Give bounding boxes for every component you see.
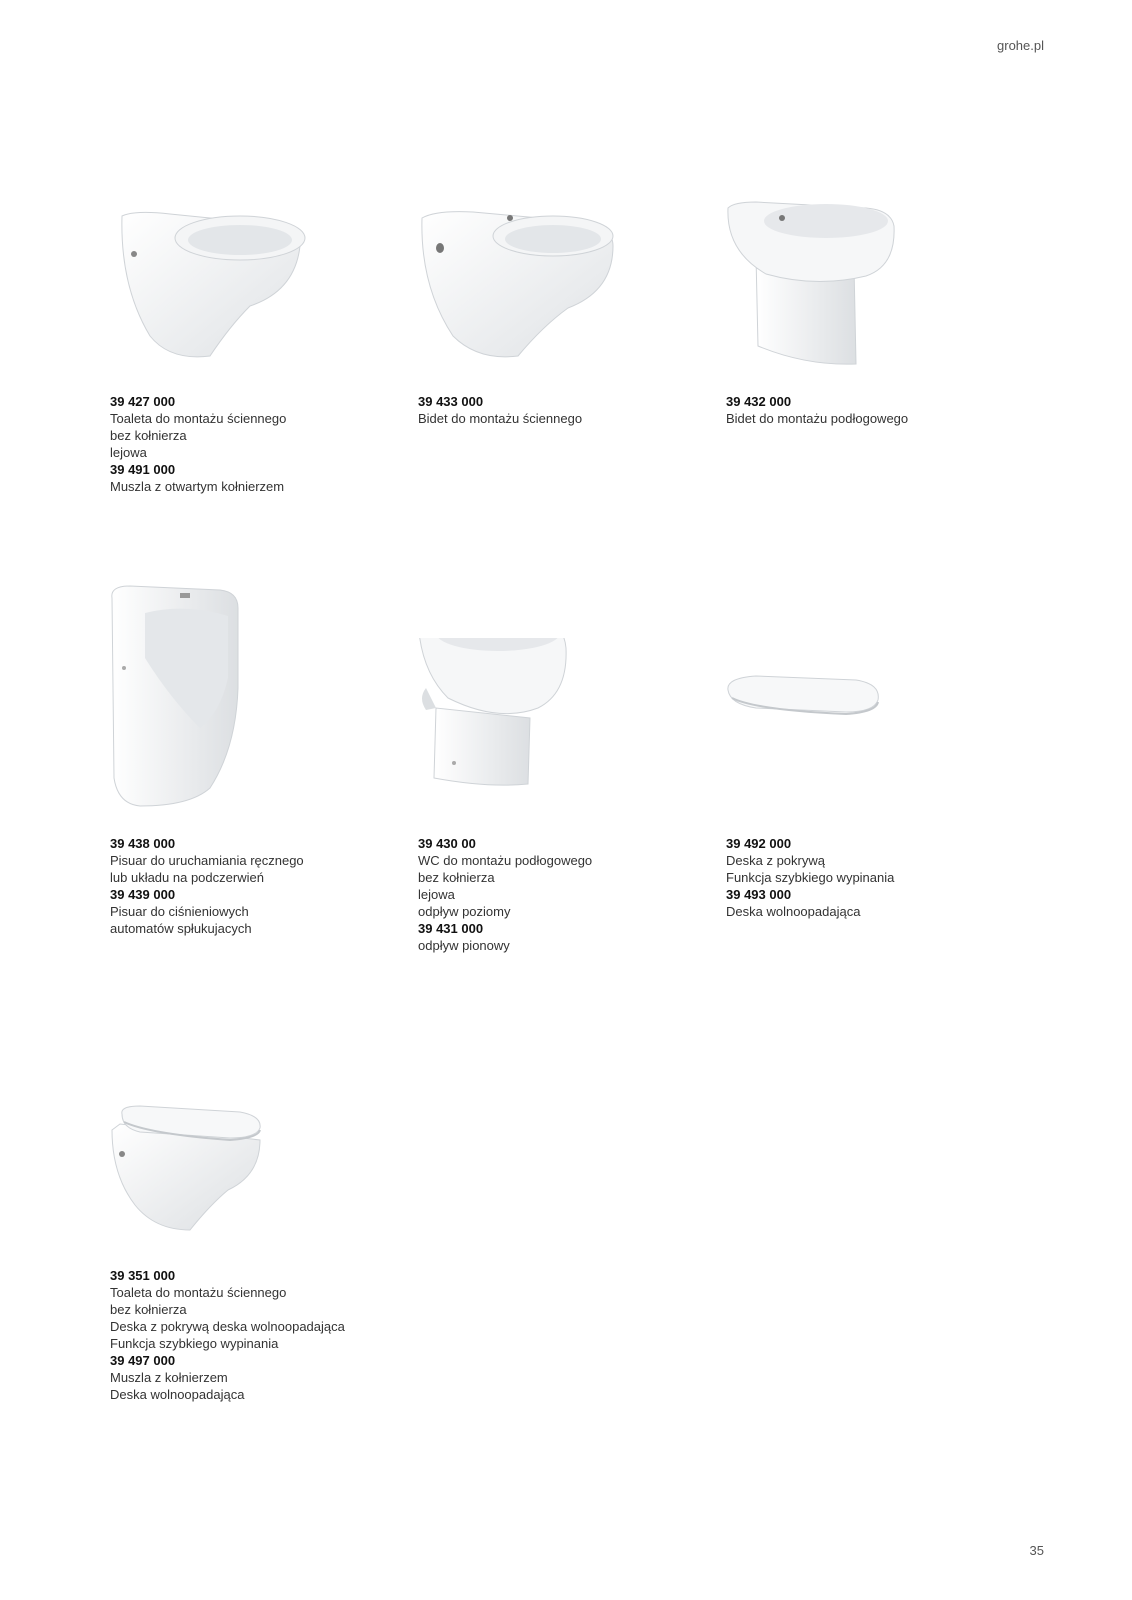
product-description: Pisuar do ciśnieniowych xyxy=(110,904,249,919)
product-code: 39 432 000 xyxy=(726,394,792,409)
product-code: 39 438 000 xyxy=(110,836,176,851)
product-description: Pisuar do uruchamiania ręcznego xyxy=(110,853,304,868)
page-number: 35 xyxy=(1029,1543,1044,1558)
product-code: 39 492 000 xyxy=(726,836,792,851)
product-card xyxy=(110,1070,410,1403)
product-card xyxy=(726,638,1026,920)
site-url[interactable]: grohe.pl xyxy=(997,38,1044,53)
product-caption xyxy=(110,835,410,937)
product-description: Bidet do montażu podłogowego xyxy=(726,411,909,426)
product-description: Funkcja szybkiego wypinania xyxy=(110,1336,279,1351)
product-description: Bidet do montażu ściennego xyxy=(418,411,583,426)
product-description: Muszla z otwartym kołnierzem xyxy=(110,479,285,494)
product-description: bez kołnierza xyxy=(110,428,187,443)
product-code: 39 351 000 xyxy=(110,1268,176,1283)
floor-standing-toilet-icon xyxy=(418,638,628,818)
product-description: WC do montażu podłogowego xyxy=(418,853,593,868)
wall-hung-toilet-with-seat-icon xyxy=(110,1070,320,1250)
product-description: bez kołnierza xyxy=(110,1302,187,1317)
product-description: bez kołnierza xyxy=(418,870,495,885)
wall-hung-bidet-icon xyxy=(418,196,628,376)
product-card xyxy=(726,196,1026,427)
product-description: Toaleta do montażu ściennego xyxy=(110,1285,287,1300)
product-caption xyxy=(726,835,1026,920)
floor-standing-bidet-icon xyxy=(726,196,936,376)
product-code: 39 433 000 xyxy=(418,394,484,409)
product-card xyxy=(418,196,718,427)
product-code: 39 427 000 xyxy=(110,394,176,409)
product-description: lejowa xyxy=(110,445,147,460)
product-caption xyxy=(726,393,1026,427)
product-code: 39 439 000 xyxy=(110,887,176,902)
product-code: 39 431 000 xyxy=(418,921,484,936)
product-description: Muszla z kołnierzem xyxy=(110,1370,228,1385)
product-description: Deska wolnoopadająca xyxy=(726,904,861,919)
toilet-seat-icon xyxy=(726,638,936,818)
product-code: 39 491 000 xyxy=(110,462,176,477)
product-description: lub układu na podczerwień xyxy=(110,870,264,885)
product-code: 39 497 000 xyxy=(110,1353,176,1368)
product-description: Deska z pokrywą deska wolnoopadająca xyxy=(110,1319,345,1334)
product-description: Toaleta do montażu ściennego xyxy=(110,411,287,426)
product-description: lejowa xyxy=(418,887,455,902)
product-description: Funkcja szybkiego wypinania xyxy=(726,870,895,885)
urinal-icon xyxy=(110,638,320,818)
product-code: 39 430 00 xyxy=(418,836,476,851)
product-card xyxy=(110,196,410,495)
product-caption xyxy=(418,393,718,427)
product-description: automatów spłukujacych xyxy=(110,921,252,936)
product-description: odpływ poziomy xyxy=(418,904,511,919)
product-caption xyxy=(110,1267,410,1403)
wall-hung-toilet-icon xyxy=(110,196,320,376)
product-description: odpływ pionowy xyxy=(418,938,510,953)
product-card xyxy=(110,638,410,937)
product-description: Deska wolnoopadająca xyxy=(110,1387,245,1402)
product-description: Deska z pokrywą xyxy=(726,853,825,868)
product-caption xyxy=(418,835,718,954)
product-card xyxy=(418,638,718,954)
product-caption xyxy=(110,393,410,495)
product-code: 39 493 000 xyxy=(726,887,792,902)
